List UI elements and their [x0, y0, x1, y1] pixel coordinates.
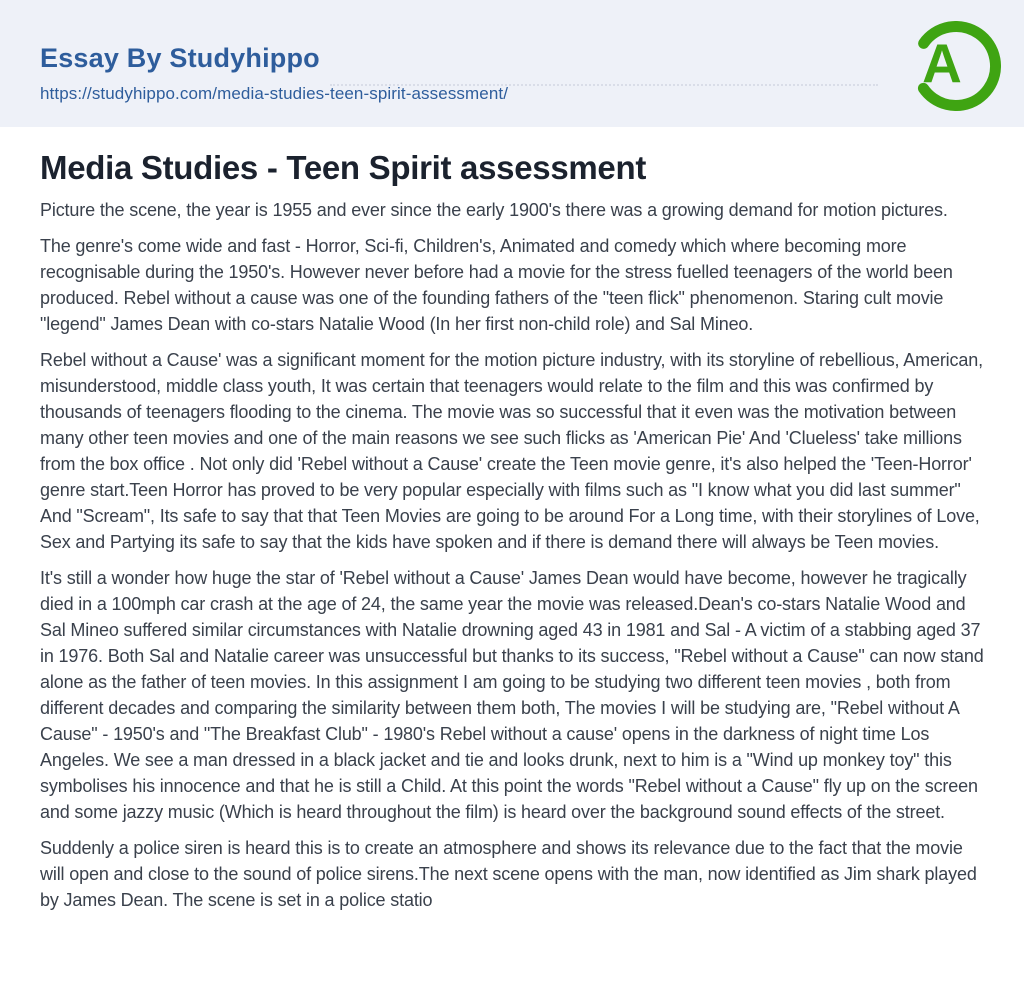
essay-document [0, 148, 1024, 913]
essay-paragraph: It's still a wonder how huge the star of 'Rebel without a Cause' James Dean would have become, however he tragically died in a 100mph car crash at the age of 24, the same year the movie was released.Dean's co-stars Natalie Wood and Sal Mineo suffered similar circumstances with Natalie drowning aged 43 in 1981 and Sal - A victim of a stabbing aged 37 in 1976. Both Sal and Natalie career was unsuccessful but thanks to its success, "Rebel without a Cause" can now stand alone as the father of teen movies. In this assignment I am going to be studying two different teen movies , both from different decades and comparing the similarity between them both, The movies I will be studying are, "Rebel without A Cause" - 1950's and "The Breakfast Club" - 1980's Rebel without a cause' opens in the darkness of night time Los Angeles. We see a man dressed in a black jacket and tie and looks drunk, next to him is a "Wind up monkey toy" this symbolises his innocence and that he is still a Child. At this point the words "Rebel without a Cause" fly up on the screen and some jazzy music (Which is heard throughout the film) is heard over the background sound effects of the street. [40, 568, 984, 822]
essay-paragraph: The genre's come wide and fast - Horror, Sci-fi, Children's, Animated and comedy which where becoming more recognisable during the 1950's. However never before had a movie for the stress fuelled teenagers of the world been produced. Rebel without a cause was one of the founding fathers of the "teen flick" phenomenon. Staring cult movie "legend" James Dean with co-stars Natalie Wood (In her first non-child role) and Sal Mineo. [40, 236, 953, 334]
studyhippo-logo [911, 21, 1001, 111]
source-url-link[interactable]: https://studyhippo.com/media-studies-teen-spirit-assessment/ [40, 84, 509, 103]
header [0, 0, 1024, 127]
essay-byline: Essay By Studyhippo [40, 43, 320, 73]
essay-paragraph: Suddenly a police siren is heard this is to create an atmosphere and shows its relevance due to the fact that the movie will open and close to the sound of police sirens.The next scene opens with the man, now identified as Jim shark played by James Dean. The scene is set in a police statio [40, 838, 977, 910]
essay-paragraph: Rebel without a Cause' was a significant moment for the motion picture industry, with its storyline of rebellious, American, misunderstood, middle class youth, It was certain that teenagers would relate to the film and this was confirmed by thousands of teenagers flooding to the cinema. The movie was so successful that it even was the motivation between many other teen movies and one of the main reasons we see such flicks as 'American Pie' And 'Clueless' take millions from the box office . Not only did 'Rebel without a Cause' create the Teen movie genre, it's also helped the 'Teen-Horror' genre start.Teen Horror has proved to be very popular especially with films such as "I know what you did last summer" And "Scream", Its safe to say that that Teen Movies are going to be around For a Long time, with their storylines of Love, Sex and Partying its safe to say that the kids have spoken and if there is demand there will always be Teen movies. [40, 350, 983, 552]
logo-arc-icon [911, 21, 1001, 111]
essay-paragraph: Picture the scene, the year is 1955 and ever since the early 1900's there was a growing demand for motion pictures. [40, 200, 948, 220]
logo-letter: A [922, 32, 962, 94]
page-title: Media Studies - Teen Spirit assessment [40, 149, 647, 186]
dotted-divider [330, 84, 878, 86]
